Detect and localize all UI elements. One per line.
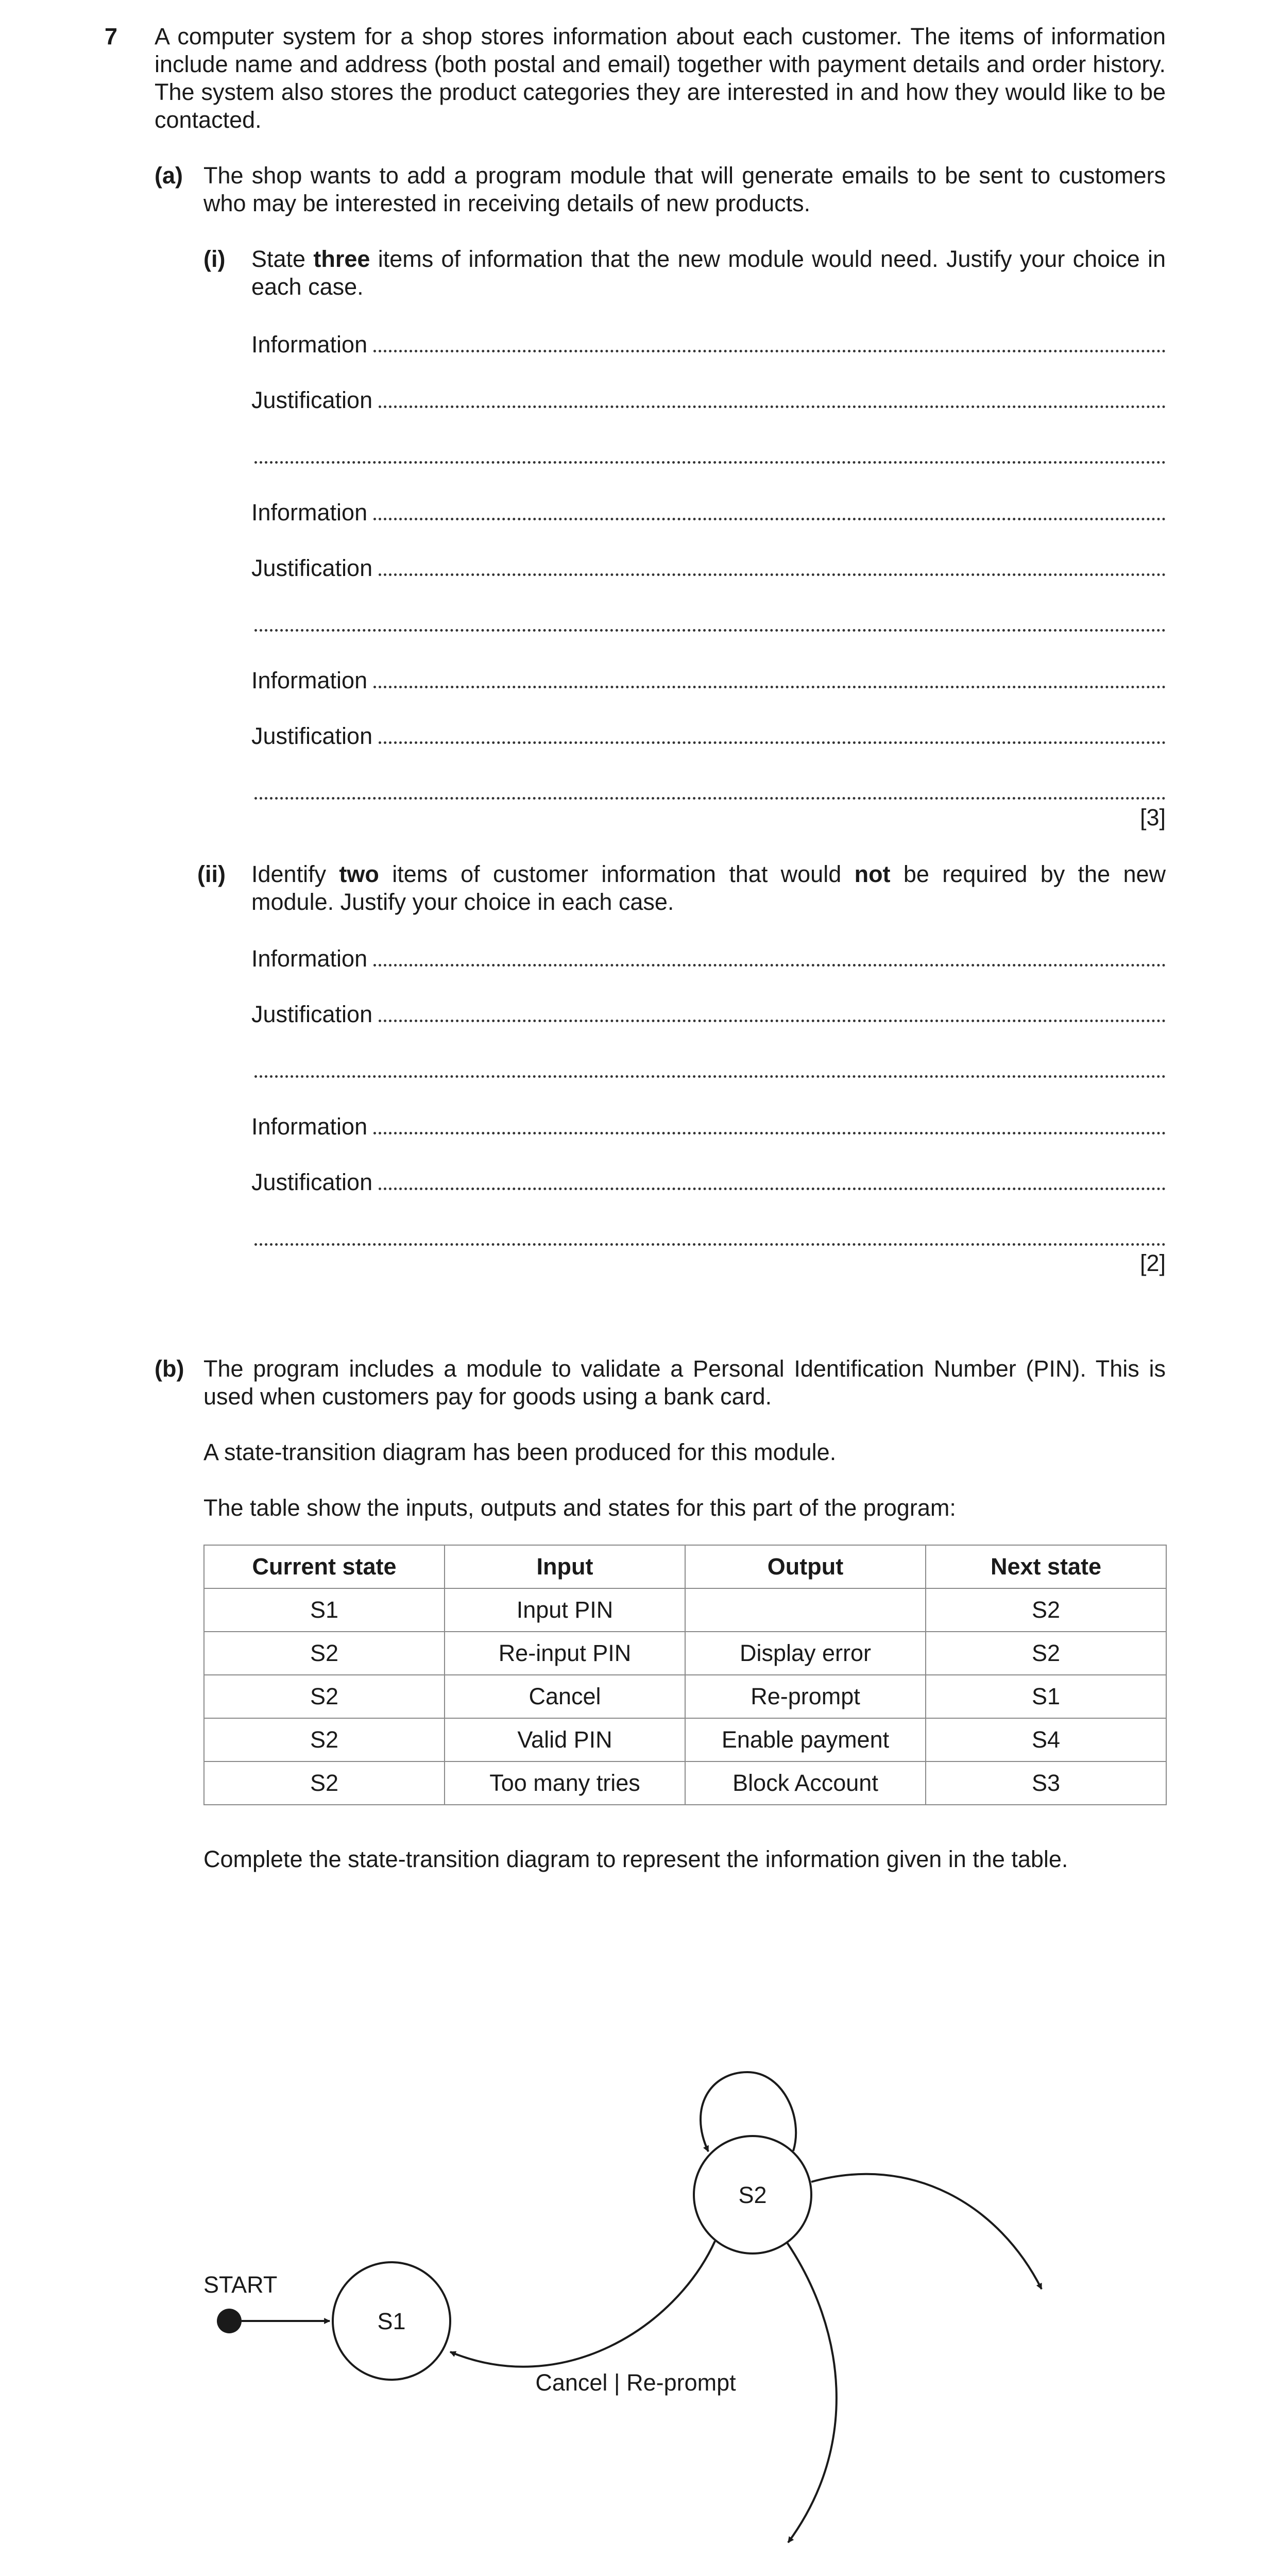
transition-arrow-s2-to-s1 bbox=[450, 2241, 715, 2367]
cell-input: Cancel bbox=[445, 1675, 685, 1718]
state-s1-label: S1 bbox=[377, 2308, 406, 2334]
answer-line-justification-1[interactable] bbox=[251, 383, 1166, 414]
cell-input: Re-input PIN bbox=[445, 1632, 685, 1675]
cell-current-state: S2 bbox=[204, 1632, 445, 1675]
answer-line-justification-3[interactable] bbox=[251, 719, 1166, 750]
table-row bbox=[204, 1588, 1166, 1632]
header-input: Input bbox=[445, 1545, 685, 1588]
mark-a-i: [3] bbox=[1139, 804, 1166, 831]
justification-label: Justification bbox=[251, 387, 373, 413]
answer-line-information-5[interactable] bbox=[251, 1110, 1166, 1141]
start-node bbox=[217, 2309, 242, 2333]
justification-label: Justification bbox=[251, 723, 373, 749]
part-a-label: (a) bbox=[155, 162, 183, 189]
part-b-instruction: Complete the state-transition diagram to represent the information given in the table. bbox=[203, 1846, 1068, 1872]
part-b-text: The program includes a module to validate a Personal Identification Number (PIN). This is used when customers pay for goods using a bank card. bbox=[203, 1355, 1166, 1410]
answer-line-continuation-2[interactable] bbox=[254, 607, 1166, 638]
cell-next-state: S2 bbox=[926, 1632, 1166, 1675]
information-label: Information bbox=[251, 667, 368, 693]
justification-label: Justification bbox=[251, 1169, 373, 1195]
table-row bbox=[204, 1761, 1166, 1805]
table-row bbox=[204, 1718, 1166, 1761]
cell-output: Block Account bbox=[685, 1761, 926, 1805]
cell-output: Re-prompt bbox=[685, 1675, 926, 1718]
answer-line-justification-4[interactable] bbox=[251, 997, 1166, 1028]
part-a-ii-text: Identify two items of customer information that would not be required by the new module. Justify your choice in each case. bbox=[251, 861, 1166, 915]
answer-line-continuation-5[interactable] bbox=[254, 1221, 1166, 1252]
answer-line-continuation-3[interactable] bbox=[254, 775, 1166, 806]
cell-current-state: S2 bbox=[204, 1675, 445, 1718]
information-label: Information bbox=[251, 331, 368, 358]
header-next-state: Next state bbox=[926, 1545, 1166, 1588]
answer-line-continuation-1[interactable] bbox=[254, 439, 1166, 470]
transition-arrow-down bbox=[787, 2243, 837, 2543]
question-intro: A computer system for a shop stores information about each customer. The items of information include name and address (both postal and email) together with payment details and order history. The system also stores the product categories they are interested in and how they would like to be contacted. bbox=[155, 23, 1166, 133]
question-number: 7 bbox=[105, 23, 118, 49]
information-label: Information bbox=[251, 499, 368, 526]
table-header-row bbox=[204, 1545, 1166, 1588]
cell-input: Too many tries bbox=[445, 1761, 685, 1805]
part-a-ii-label: (ii) bbox=[197, 861, 226, 887]
cell-input: Input PIN bbox=[445, 1588, 685, 1632]
table-row bbox=[204, 1675, 1166, 1718]
state-transition-diagram bbox=[0, 2009, 1278, 2576]
cell-current-state: S2 bbox=[204, 1761, 445, 1805]
cell-input: Valid PIN bbox=[445, 1718, 685, 1761]
cell-current-state: S1 bbox=[204, 1588, 445, 1632]
information-label: Information bbox=[251, 945, 368, 972]
cell-output: Enable payment bbox=[685, 1718, 926, 1761]
emphasis-three: three bbox=[313, 246, 370, 272]
cell-next-state: S2 bbox=[926, 1588, 1166, 1632]
cell-next-state: S4 bbox=[926, 1718, 1166, 1761]
cell-output bbox=[685, 1588, 926, 1632]
part-a-i-label: (i) bbox=[203, 246, 226, 272]
answer-line-continuation-4[interactable] bbox=[254, 1053, 1166, 1084]
justification-label: Justification bbox=[251, 1001, 373, 1027]
self-loop-arrow bbox=[701, 2072, 796, 2151]
cell-output: Display error bbox=[685, 1632, 926, 1675]
part-b-label: (b) bbox=[155, 1355, 184, 1382]
answer-line-information-2[interactable] bbox=[251, 496, 1166, 527]
mark-a-ii: [2] bbox=[1139, 1250, 1166, 1276]
cell-next-state: S1 bbox=[926, 1675, 1166, 1718]
header-current-state: Current state bbox=[204, 1545, 445, 1588]
pin-table bbox=[203, 1545, 1167, 1805]
transition-arrow-right bbox=[811, 2174, 1042, 2289]
part-b-text2: A state-transition diagram has been produced for this module. bbox=[203, 1439, 837, 1465]
emphasis-two: two bbox=[339, 861, 379, 887]
cell-next-state: S3 bbox=[926, 1761, 1166, 1805]
answer-line-information-1[interactable] bbox=[251, 328, 1166, 359]
start-label: START bbox=[203, 2272, 278, 2298]
information-label: Information bbox=[251, 1113, 368, 1140]
header-output: Output bbox=[685, 1545, 926, 1588]
transition-label-cancel: Cancel | Re-prompt bbox=[535, 2369, 736, 2396]
answer-line-justification-5[interactable] bbox=[251, 1165, 1166, 1196]
emphasis-not: not bbox=[854, 861, 891, 887]
answer-line-justification-2[interactable] bbox=[251, 551, 1166, 582]
justification-label: Justification bbox=[251, 555, 373, 581]
answer-line-information-4[interactable] bbox=[251, 942, 1166, 973]
part-a-i-text: State three items of information that the new module would need. Justify your choice in each case. bbox=[251, 246, 1166, 300]
part-a-text: The shop wants to add a program module that will generate emails to be sent to customers who may be interested in receiving details of new products. bbox=[203, 162, 1166, 216]
table-row bbox=[204, 1632, 1166, 1675]
answer-line-information-3[interactable] bbox=[251, 664, 1166, 694]
cell-current-state: S2 bbox=[204, 1718, 445, 1761]
state-s2-label: S2 bbox=[738, 2182, 767, 2208]
part-b-text3: The table show the inputs, outputs and states for this part of the program: bbox=[203, 1495, 956, 1521]
